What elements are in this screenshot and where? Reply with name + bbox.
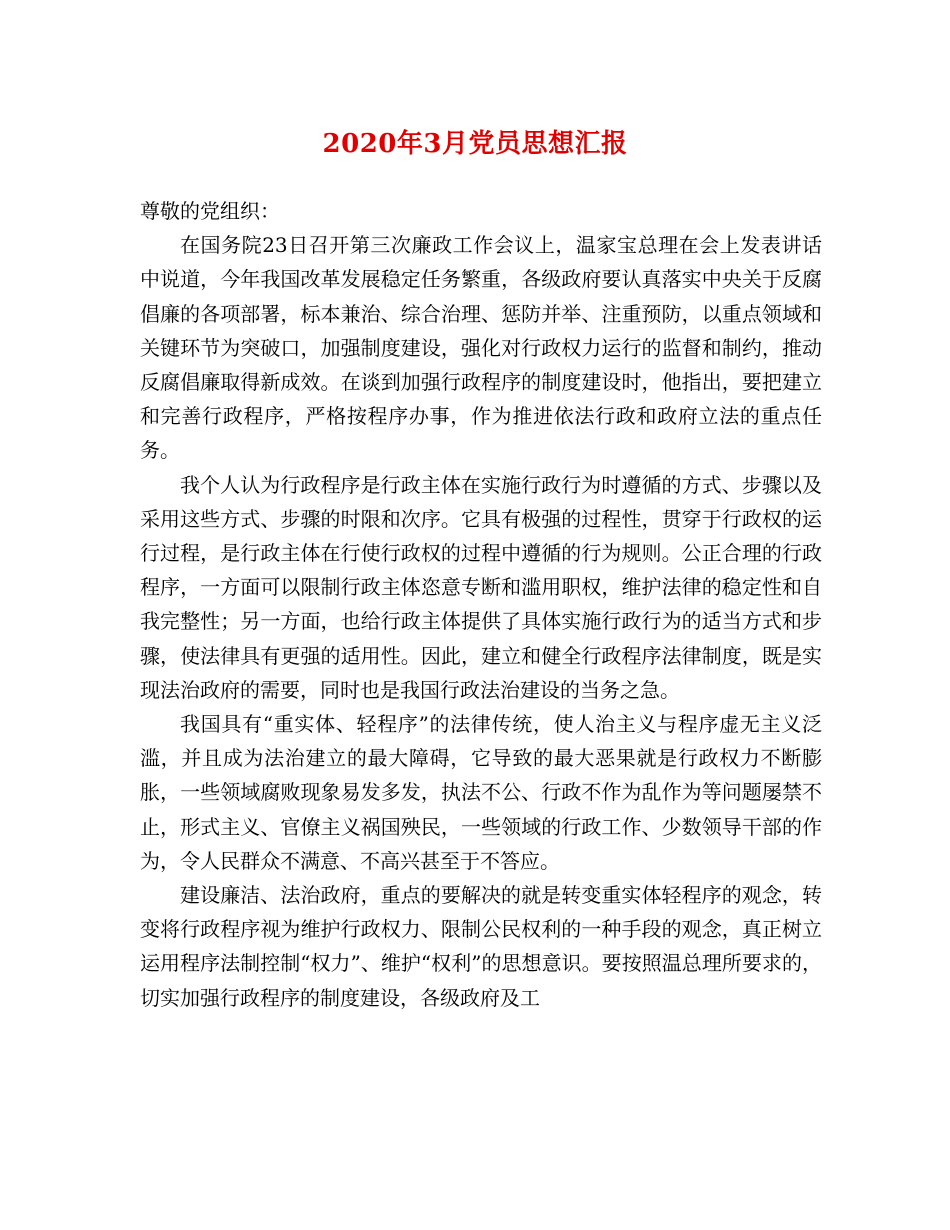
document-title: 2020年3月党员思想汇报 <box>322 129 628 159</box>
greeting: 尊敬的党组织： <box>140 199 280 223</box>
paragraph: 我国具有“重实体、轻程序”的法律传统，使人治主义与程序虚无主义泛滥，并且成为法治建立的最大障碍，它导致的最大恶果就是行政权力不断膨胀，一些领域腐败现象易发多发，执法不公、行政不作为乱作为等问题屡禁不止，形式主义、官僚主义祸国殃民，一些领域的行政工作、少数领导干部的作为，令人民群众不满意、不高兴甚至于不答应。 <box>140 712 822 873</box>
document-body <box>140 194 822 1015</box>
paragraph: 我个人认为行政程序是行政主体在实施行政行为时遵循的方式、步骤以及采用这些方式、步骤的时限和次序。它具有极强的过程性，贯穿于行政权的运行过程，是行政主体在行使行政权的过程中遵循的行为规则。公正合理的行政程序，一方面可以限制行政主体恣意专断和滥用职权，维护法律的稳定性和自我完整性；另一方面，也给行政主体提供了具体实施行政行为的适当方式和步骤，使法律具有更强的适用性。因此，建立和健全行政程序法律制度，既是实现法治政府的需要，同时也是我国行政法治建设的当务之急。 <box>140 472 822 702</box>
paragraph: 在国务院23日召开第三次廉政工作会议上，温家宝总理在会上发表讲话中说道，今年我国改革发展稳定任务繁重，各级政府要认真落实中央关于反腐倡廉的各项部署，标本兼治、综合治理、惩防并举、注重预防，以重点领域和关键环节为突破口，加强制度建设，强化对行政权力运行的监督和制约，推动反腐倡廉取得新成效。在谈到加强行政程序的制度建设时，他指出，要把建立和完善行政程序，严格按程序办事，作为推进依法行政和政府立法的重点任务。 <box>140 233 822 463</box>
paragraph: 建设廉洁、法治政府，重点的要解决的就是转变重实体轻程序的观念，转变将行政程序视为维护行政权力、限制公民权利的一种手段的观念，真正树立运用程序法制控制“权力”、维护“权利”的思想意识。要按照温总理所要求的，切实加强行政程序的制度建设，各级政府及工 <box>140 883 822 1010</box>
